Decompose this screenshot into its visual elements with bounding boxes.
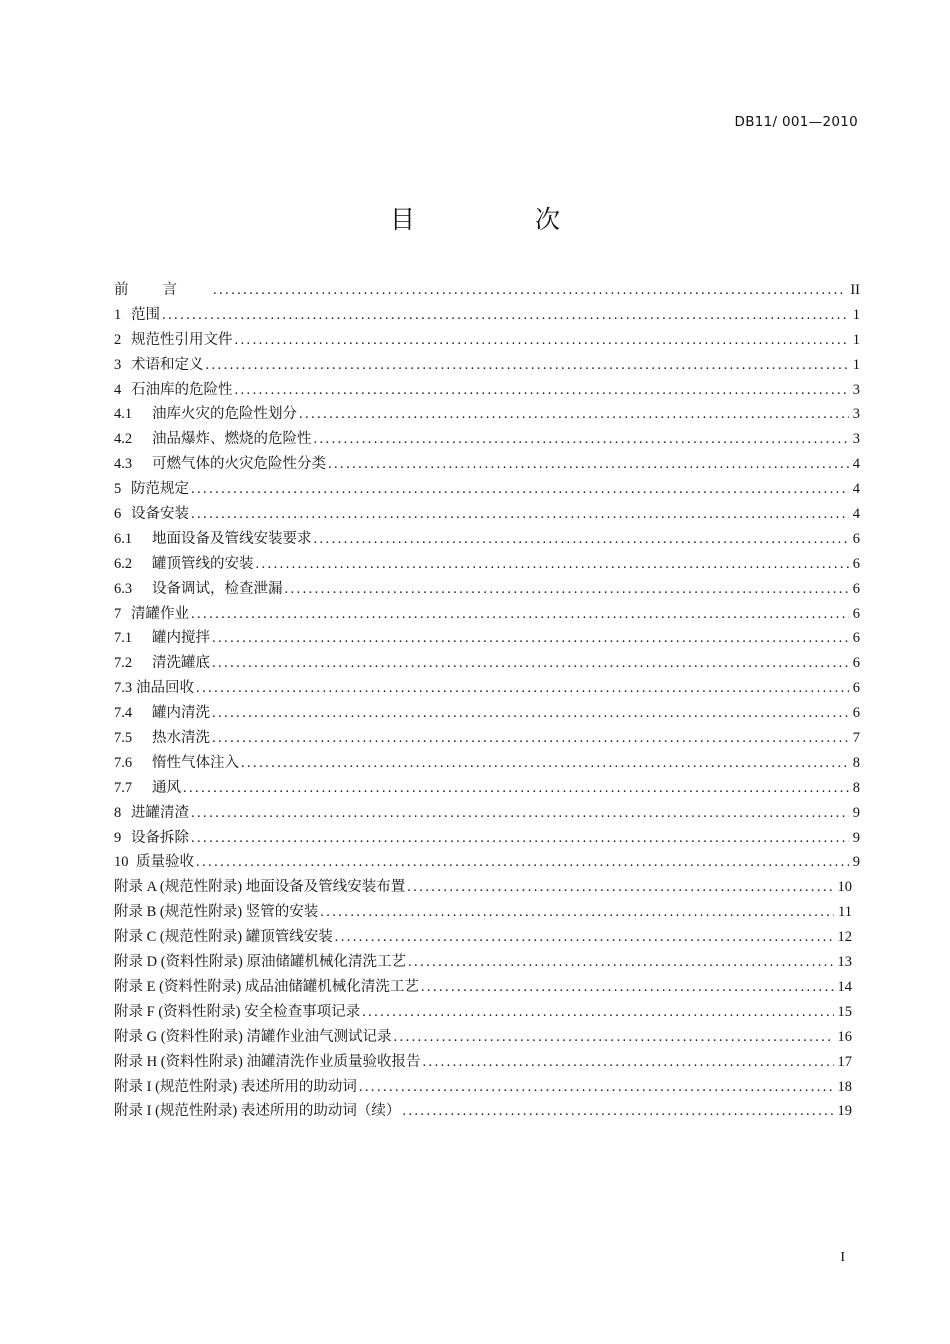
dot-leader [328,452,849,477]
toc-entry-page: 3 [852,406,860,423]
toc-entry[interactable] [114,875,860,900]
toc-entry-label: 附录 D (资料性附录) 原油储罐机械化清洗工艺 [114,954,407,971]
dot-leader [423,1050,834,1075]
toc-entry[interactable] [114,626,860,651]
toc-entry[interactable] [114,527,860,552]
toc-entry-label: 设备安装 [131,506,189,523]
toc-entry[interactable] [114,303,860,328]
toc-entry-number: 6.3 [114,580,133,597]
toc-entry-number: 6.2 [114,555,133,572]
toc-entry-page: 19 [837,1103,852,1120]
toc-entry-page: 6 [852,630,860,647]
dot-leader [394,1025,834,1050]
toc-entry[interactable] [114,1025,860,1050]
toc-entry[interactable] [114,651,860,676]
toc-entry-number: 4.1 [114,406,133,423]
toc-entry-number: 4.3 [114,456,133,473]
toc-entry-page: 9 [852,829,860,846]
toc-entry-label: 地面设备及管线安装要求 [152,530,312,547]
toc-entry-label: 油品爆炸、燃烧的危险性 [152,431,312,448]
toc-entry-page: 9 [852,854,860,871]
dot-leader [183,776,849,801]
toc-entry[interactable] [114,602,860,627]
toc-entry-number: 4.2 [114,431,133,448]
toc-entry-page: 6 [852,655,860,672]
toc-entry[interactable] [114,452,860,477]
toc-entry[interactable] [114,726,860,751]
toc-entry-page: 15 [837,1003,852,1020]
toc-entry-number: 10 [114,854,129,871]
toc-entry-number: 7.1 [114,630,133,647]
toc-entry[interactable] [114,776,860,801]
dot-leader [235,378,849,403]
toc-entry-label: 通风 [152,779,181,796]
toc-entry[interactable] [114,701,860,726]
dot-leader [362,1000,833,1025]
toc-entry-label: 附录 F (资料性附录) 安全检查事项记录 [114,1003,361,1020]
toc-entry-label: 清洗罐底 [152,655,210,672]
toc-entry-label: 附录 I (规范性附录) 表述所用的助动词 [114,1078,357,1095]
dot-leader [196,676,849,701]
toc-entry[interactable] [114,801,860,826]
dot-leader [408,950,833,975]
toc-entry-number: 3 [114,356,122,373]
toc-entry[interactable] [114,950,860,975]
toc-entry-page: II [850,282,860,298]
document-code: DB11/ 001—2010 [734,114,858,130]
dot-leader [196,850,849,875]
toc-entry-page: 10 [837,879,852,896]
dot-leader [320,900,834,925]
toc-entry[interactable] [114,975,860,1000]
toc-entry-number: 7.2 [114,655,133,672]
toc-entry[interactable] [114,552,860,577]
toc-entry[interactable] [114,925,860,950]
toc-entry[interactable] [114,378,860,403]
dot-leader [213,278,846,303]
toc-entry[interactable] [114,1099,860,1124]
toc-entry-label: 油品回收 [136,680,194,697]
page-number: I [840,1250,845,1265]
toc-entry-number: 5 [114,481,122,498]
toc-entry-label: 罐内搅拌 [152,630,210,647]
dot-leader [314,527,849,552]
toc-entry-label: 惰性气体注入 [152,754,239,771]
dot-leader [191,602,849,627]
toc-entry-number: 6.1 [114,530,133,547]
toc-entry-page: 17 [837,1053,852,1070]
toc-entry-page: 14 [837,978,852,995]
toc-entry[interactable] [114,900,860,925]
toc-entry-label: 防范规定 [131,481,189,498]
toc-entry-page: 6 [852,605,860,622]
toc-entry-label: 附录 H (资料性附录) 油罐清洗作业质量验收报告 [114,1053,421,1070]
toc-entry-number: 2 [114,331,122,348]
toc-entry-label: 前言 [114,282,211,298]
toc-entry-label: 术语和定义 [131,356,204,373]
toc-entry[interactable] [114,1075,860,1100]
dot-leader [407,875,833,900]
toc-entry-page: 16 [837,1028,852,1045]
toc-entry-number: 4 [114,381,122,398]
toc-entry-label: 附录 C (规范性附录) 罐顶管线安装 [114,929,333,946]
toc-entry-number: 7.5 [114,730,133,747]
toc-entry-page: 8 [852,779,860,796]
toc-entry[interactable] [114,1000,860,1025]
dot-leader [191,477,849,502]
toc-entry-page: 6 [852,555,860,572]
toc-entry-label: 附录 B (规范性附录) 竖管的安装 [114,904,319,921]
toc-entry-number: 1 [114,306,122,323]
toc-entry-number: 7.6 [114,754,133,771]
toc-entry[interactable] [114,353,860,378]
dot-leader [212,626,849,651]
dot-leader [191,801,849,826]
toc-entry[interactable] [114,850,860,875]
dot-leader [162,303,849,328]
page-title: 目 次 [390,205,616,234]
toc-entry-label: 设备拆除 [131,829,189,846]
toc-entry-page: 1 [852,306,860,323]
toc-entry-number: 7 [114,605,122,622]
toc-entry[interactable] [114,278,860,303]
toc-entry[interactable] [114,477,860,502]
toc-entry-page: 12 [837,929,852,946]
toc-entry-page: 9 [852,804,860,821]
dot-leader [359,1075,834,1100]
toc-entry-page: 7 [852,730,860,747]
toc-entry[interactable] [114,328,860,353]
dot-leader [212,651,849,676]
toc-entry-label: 进罐清渣 [131,804,189,821]
toc-entry-label: 石油库的危险性 [131,381,233,398]
toc-entry[interactable] [114,1050,860,1075]
dot-leader [212,701,849,726]
toc-entry-page: 8 [852,754,860,771]
toc-entry-label: 附录 G (资料性附录) 清罐作业油气测试记录 [114,1028,392,1045]
toc-entry-number: 7.4 [114,705,133,722]
toc-entry-label: 罐内清洗 [152,705,210,722]
toc-entry-label: 附录 A (规范性附录) 地面设备及管线安装布置 [114,879,406,896]
dot-leader [285,577,849,602]
table-of-contents [114,278,860,1124]
toc-entry[interactable] [114,402,860,427]
dot-leader [335,925,834,950]
dot-leader [212,726,849,751]
toc-entry[interactable] [114,826,860,851]
toc-entry-label: 附录 E (资料性附录) 成品油储罐机械化清洗工艺 [114,978,419,995]
dot-leader [299,402,849,427]
toc-entry-page: 4 [852,481,860,498]
toc-entry-label: 可燃气体的火灾危险性分类 [152,456,326,473]
dot-leader [421,975,834,1000]
toc-entry-page: 4 [852,456,860,473]
dot-leader [191,826,849,851]
toc-entry-label: 设备调试，检查泄漏 [152,580,283,597]
toc-entry[interactable] [114,676,860,701]
toc-entry-label: 规范性引用文件 [131,331,233,348]
toc-entry-page: 1 [852,331,860,348]
toc-entry-label: 油库火灾的危险性划分 [152,406,297,423]
dot-leader [235,328,849,353]
dot-leader [191,502,849,527]
toc-entry[interactable] [114,751,860,776]
toc-entry-page: 4 [852,506,860,523]
toc-entry-label: 附录 I (规范性附录) 表述所用的助动词（续） [114,1103,401,1120]
toc-entry-label: 罐顶管线的安装 [152,555,254,572]
toc-entry-label: 质量验收 [136,854,194,871]
toc-entry-page: 6 [852,580,860,597]
toc-entry-page: 18 [837,1078,852,1095]
dot-leader [241,751,849,776]
toc-entry-page: 3 [852,381,860,398]
dot-leader [256,552,849,577]
toc-entry-label: 热水清洗 [152,730,210,747]
toc-entry-page: 3 [852,431,860,448]
toc-entry[interactable] [114,502,860,527]
toc-entry-number: 9 [114,829,122,846]
dot-leader [206,353,849,378]
toc-entry-page: 6 [852,530,860,547]
toc-entry-number: 7.7 [114,779,133,796]
toc-entry-label: 范围 [131,306,160,323]
toc-entry[interactable] [114,427,860,452]
toc-entry-number: 8 [114,804,122,821]
toc-entry-page: 6 [852,680,860,697]
dot-leader [402,1099,833,1124]
toc-entry-number: 7.3 [114,680,133,697]
toc-entry-number: 6 [114,506,122,523]
toc-entry-page: 11 [838,904,852,921]
toc-entry-page: 6 [852,705,860,722]
toc-entry[interactable] [114,577,860,602]
toc-entry-page: 1 [852,356,860,373]
dot-leader [314,427,849,452]
toc-entry-page: 13 [837,954,852,971]
toc-entry-label: 清罐作业 [131,605,189,622]
